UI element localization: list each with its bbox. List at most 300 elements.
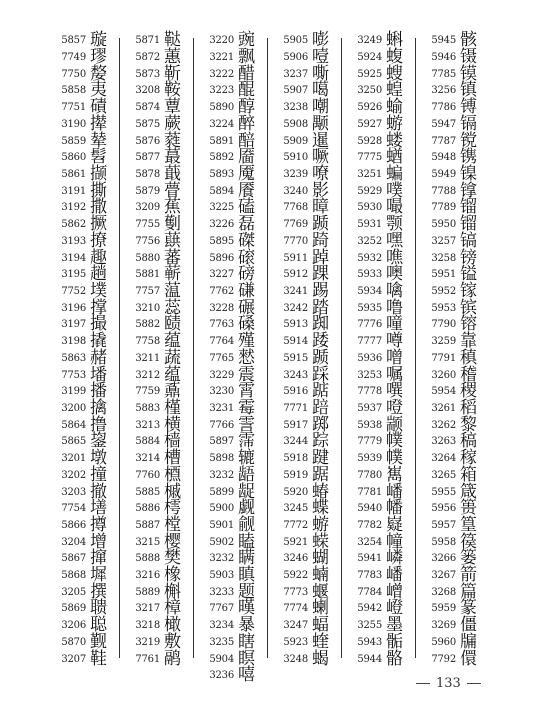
entry-character: 骺	[386, 631, 403, 652]
entry-number: 5857	[61, 35, 86, 47]
entry-number: 5862	[61, 219, 86, 231]
entry-character: 樘	[164, 514, 181, 535]
entry-character: 蝼	[386, 130, 403, 151]
entry-number: 3265	[431, 469, 456, 481]
entry-character: 镊	[460, 47, 477, 68]
entry-number: 3231	[209, 402, 234, 414]
entry-character: 蝮	[386, 47, 403, 68]
entry-number: 3199	[61, 386, 86, 398]
entry-character: 醇	[238, 97, 255, 118]
entry-number: 3266	[431, 553, 456, 565]
entry-character: 鞍	[164, 80, 181, 101]
entry-character: 镎	[460, 180, 477, 201]
entry-number: 7786	[431, 102, 456, 114]
entry-character: 嶓	[386, 565, 403, 586]
entry-column	[274, 30, 336, 670]
entry-character: 殣	[238, 331, 255, 352]
entry-character: 嶝	[386, 598, 403, 619]
entry-number: 5950	[431, 219, 456, 231]
entry-character: 镐	[460, 230, 477, 251]
entry-number: 5953	[431, 302, 456, 314]
entry-character: 趟	[90, 264, 107, 285]
entry-character: 幡	[386, 498, 403, 519]
entry-character: 蔬	[164, 347, 181, 368]
entry-number: 5890	[209, 102, 234, 114]
entry-number: 7783	[357, 570, 382, 582]
entry-character: 瞌	[238, 531, 255, 552]
entry-number: 3234	[209, 620, 234, 632]
column-divider	[341, 38, 342, 658]
entry-character: 噇	[386, 314, 403, 335]
entry-character: 僵	[460, 615, 477, 636]
entry-character: 醉	[238, 113, 255, 134]
entry-number: 3228	[209, 302, 234, 314]
entry-character: 蕺	[164, 164, 181, 185]
entry-number: 5876	[135, 135, 160, 147]
entry-number: 5921	[283, 536, 308, 548]
entry-number: 5914	[283, 336, 308, 348]
entry-number: 7768	[283, 202, 308, 214]
entry-character: 蕈	[164, 97, 181, 118]
entry-number: 5922	[283, 570, 308, 582]
entry-character: 篆	[460, 598, 477, 619]
entry-character: 槱	[164, 464, 181, 485]
entry-character: 嘲	[312, 97, 329, 118]
page-number: 133	[436, 676, 461, 691]
entry-character: 踺	[312, 448, 329, 469]
entry-number: 7791	[431, 352, 456, 364]
entry-number: 5930	[357, 202, 382, 214]
entry-character: 牖	[460, 631, 477, 652]
entry-character: 撷	[90, 164, 107, 185]
entry-number: 3222	[209, 68, 234, 80]
entry-number: 7784	[357, 586, 382, 598]
entry-character: 蝠	[312, 615, 329, 636]
entry-character: 鹝	[164, 648, 181, 669]
entry-number: 3194	[61, 252, 86, 264]
entry-number: 3217	[135, 603, 160, 615]
entry-number: 5906	[283, 52, 308, 64]
entry-column	[348, 30, 410, 670]
entry-number: 5901	[209, 519, 234, 531]
entry-number: 5860	[61, 152, 86, 164]
entry-character: 暵	[238, 598, 255, 619]
entry-character: 蕴	[164, 364, 181, 385]
entry-number: 5941	[357, 553, 382, 565]
entry-character: 儇	[460, 648, 477, 669]
entry-character: 嫠	[90, 63, 107, 84]
entry-character: 撑	[90, 297, 107, 318]
entry-number: 5958	[431, 536, 456, 548]
entry-number: 3190	[61, 118, 86, 130]
entry-number: 3218	[135, 620, 160, 632]
entry-character: 蝲	[312, 598, 329, 619]
entry-character: 嘱	[386, 364, 403, 385]
entry-number: 5946	[431, 52, 456, 64]
entry-character: 蝗	[386, 80, 403, 101]
entry-number: 3261	[431, 402, 456, 414]
entry-number: 3239	[283, 169, 308, 181]
entry-number: 3258	[431, 252, 456, 264]
entry-character: 篌	[460, 531, 477, 552]
entry-number: 3243	[283, 369, 308, 381]
entry-number: 3263	[431, 436, 456, 448]
entry-number: 5888	[135, 553, 160, 565]
entry-character: 餍	[238, 180, 255, 201]
entry-number: 7766	[209, 419, 234, 431]
entry-character: 噗	[386, 180, 403, 201]
entry-character: 撰	[90, 581, 107, 602]
entry-character: 鋆	[90, 431, 107, 452]
entry-number: 3201	[61, 453, 86, 465]
page-footer	[410, 676, 487, 691]
entry-number: 5923	[283, 636, 308, 648]
entry-number: 7773	[283, 586, 308, 598]
entry-character: 踢	[312, 280, 329, 301]
entry-number: 7760	[135, 469, 160, 481]
entry-character: 噔	[386, 397, 403, 418]
entry-number: 3232	[209, 469, 234, 481]
entry-character: 暴	[238, 615, 255, 636]
entry-character: 擒	[90, 397, 107, 418]
entry-character: 蝓	[386, 97, 403, 118]
entry-number: 5885	[135, 486, 160, 498]
entry-character: 蝽	[312, 481, 329, 502]
entry-number: 3219	[135, 636, 160, 648]
entry-number: 5931	[357, 219, 382, 231]
entry-number: 3262	[431, 419, 456, 431]
entry-character: 镏	[460, 197, 477, 218]
entry-number: 7754	[61, 503, 86, 515]
entry-character: 镑	[460, 247, 477, 268]
entry-number: 3260	[431, 369, 456, 381]
entry-character: 噍	[386, 247, 403, 268]
char-entry	[422, 648, 484, 670]
entry-number: 3249	[357, 35, 382, 47]
entry-character: 魇	[238, 164, 255, 185]
entry-number: 3226	[209, 219, 234, 231]
entry-character: 墣	[90, 280, 107, 301]
entry-character: 镔	[460, 297, 477, 318]
entry-number: 5872	[135, 52, 160, 64]
entry-character: 震	[238, 364, 255, 385]
entry-number: 7755	[135, 219, 160, 231]
entry-character: 噎	[312, 47, 329, 68]
entry-character: 蕰	[164, 280, 181, 301]
entry-number: 3240	[283, 185, 308, 197]
entry-character: 踦	[312, 230, 329, 251]
entry-number: 5935	[357, 302, 382, 314]
entry-character: 踬	[312, 347, 329, 368]
entry-character: 幢	[386, 531, 403, 552]
entry-number: 3209	[135, 202, 160, 214]
entry-number: 7778	[357, 386, 382, 398]
entry-character: 嘭	[312, 30, 329, 51]
entry-character: 撮	[90, 314, 107, 335]
entry-number: 7776	[357, 319, 382, 331]
entry-number: 7770	[283, 235, 308, 247]
entry-character: 撸	[90, 414, 107, 435]
entry-number: 7792	[431, 653, 456, 665]
entry-number: 3251	[357, 169, 382, 181]
entry-character: 橄	[164, 615, 181, 636]
entry-number: 5924	[357, 52, 382, 64]
entry-character: 蕞	[164, 147, 181, 168]
entry-character: 璆	[90, 47, 107, 68]
entry-character: 踩	[312, 364, 329, 385]
entry-number: 3202	[61, 469, 86, 481]
entry-number: 5861	[61, 169, 86, 181]
entry-character: 赜	[164, 314, 181, 335]
entry-number: 3238	[283, 102, 308, 114]
entry-number: 3205	[61, 586, 86, 598]
entry-number: 5886	[135, 503, 160, 515]
entry-character: 蕻	[164, 230, 181, 251]
entry-number: 5932	[357, 252, 382, 264]
entry-number: 7752	[61, 285, 86, 297]
entry-number: 5863	[61, 352, 86, 364]
entry-number: 3197	[61, 319, 86, 331]
entry-number: 5925	[357, 68, 382, 80]
entry-number: 3229	[209, 369, 234, 381]
entry-character: 辘	[238, 448, 255, 469]
entry-column	[126, 30, 188, 670]
entry-character: 樟	[164, 598, 181, 619]
entry-character: 篑	[460, 498, 477, 519]
entry-character: 踔	[312, 247, 329, 268]
entry-character: 镈	[460, 97, 477, 118]
entry-character: 幞	[386, 448, 403, 469]
entry-character: 蝻	[312, 565, 329, 586]
char-entry	[274, 648, 336, 670]
entry-number: 7753	[61, 369, 86, 381]
entry-number: 3208	[135, 85, 160, 97]
entry-column	[422, 30, 484, 670]
entry-number: 5951	[431, 269, 456, 281]
entry-character: 觎	[238, 514, 255, 535]
entry-number: 7785	[431, 68, 456, 80]
char-entry	[126, 648, 188, 670]
char-entry	[52, 648, 114, 670]
entry-character: 螋	[386, 63, 403, 84]
entry-character: 踪	[312, 431, 329, 452]
entry-character: 瞑	[238, 648, 255, 669]
entry-number: 3269	[431, 620, 456, 632]
entry-character: 噂	[386, 331, 403, 352]
entry-character: 墀	[90, 565, 107, 586]
entry-number: 5871	[135, 35, 160, 47]
entry-number: 5891	[209, 135, 234, 147]
entry-character: 噘	[312, 147, 329, 168]
entry-number: 5889	[135, 586, 160, 598]
entry-number: 3212	[135, 369, 160, 381]
entry-number: 5916	[283, 386, 308, 398]
entry-character: 蝾	[312, 531, 329, 552]
entry-number: 3220	[209, 35, 234, 47]
entry-character: 踯	[312, 414, 329, 435]
entry-character: 踝	[312, 264, 329, 285]
entry-number: 5936	[357, 352, 382, 364]
entry-character: 磅	[238, 264, 255, 285]
entry-number: 7775	[357, 152, 382, 164]
entry-number: 5892	[209, 152, 234, 164]
entry-number: 3236	[209, 670, 234, 682]
entry-character: 璇	[90, 30, 107, 51]
entry-number: 3245	[283, 503, 308, 515]
entry-number: 5873	[135, 68, 160, 80]
entry-character: 赭	[90, 347, 107, 368]
entry-character: 蕃	[164, 247, 181, 268]
entry-number: 3223	[209, 85, 234, 97]
entry-column	[52, 30, 114, 670]
entry-number: 3259	[431, 336, 456, 348]
entry-number: 5875	[135, 118, 160, 130]
entry-character: 嶷	[386, 514, 403, 535]
entry-character: 瞎	[238, 631, 255, 652]
entry-character: 磕	[238, 197, 255, 218]
entry-number: 5883	[135, 402, 160, 414]
entry-character: 箱	[460, 464, 477, 485]
entry-character: 霅	[238, 414, 255, 435]
entry-number: 7759	[135, 386, 160, 398]
entry-number: 5858	[61, 85, 86, 97]
entry-number: 7762	[209, 285, 234, 297]
entry-number: 3248	[283, 653, 308, 665]
entry-character: 稻	[460, 397, 477, 418]
entry-character: 播	[90, 381, 107, 402]
entry-number: 5939	[357, 453, 382, 465]
entry-character: 槽	[164, 448, 181, 469]
entry-number: 7774	[283, 603, 308, 615]
entry-number: 7757	[135, 285, 160, 297]
entry-number: 3204	[61, 536, 86, 548]
char-entry	[348, 648, 410, 670]
entry-character: 蝣	[312, 514, 329, 535]
entry-number: 5896	[209, 252, 234, 264]
entry-character: 鞑	[164, 30, 181, 51]
entry-character: 蕤	[164, 130, 181, 151]
entry-number: 3200	[61, 402, 86, 414]
footer-dash-left	[416, 683, 430, 684]
entry-character: 觑	[238, 498, 255, 519]
entry-number: 7769	[283, 219, 308, 231]
entry-character: 嶒	[386, 581, 403, 602]
entry-character: 踮	[312, 381, 329, 402]
entry-number: 5893	[209, 169, 234, 181]
entry-number: 5869	[61, 603, 86, 615]
entry-number: 3264	[431, 453, 456, 465]
entry-character: 墨	[386, 615, 403, 636]
entry-number: 5903	[209, 570, 234, 582]
entry-character: 噜	[386, 297, 403, 318]
entry-number: 5940	[357, 503, 382, 515]
entry-number: 5882	[135, 319, 160, 331]
entry-number: 5881	[135, 269, 160, 281]
entry-character: 醅	[238, 130, 255, 151]
entry-number: 5954	[431, 386, 456, 398]
entry-character: 骼	[386, 648, 403, 669]
entry-number: 5879	[135, 185, 160, 197]
entry-number: 5909	[283, 135, 308, 147]
entry-number: 5937	[357, 402, 382, 414]
entry-number: 3255	[357, 620, 382, 632]
entry-number: 5870	[61, 636, 86, 648]
entry-character: 增	[90, 531, 107, 552]
entry-character: 嘻	[238, 665, 255, 686]
entry-character: 醋	[238, 63, 255, 84]
entry-number: 5959	[431, 603, 456, 615]
entry-character: 蝣	[386, 113, 403, 134]
entry-character: 靥	[238, 147, 255, 168]
entry-number: 7787	[431, 135, 456, 147]
entry-number: 7771	[283, 402, 308, 414]
entry-number: 5878	[135, 169, 160, 181]
entry-number: 7756	[135, 235, 160, 247]
entry-number: 7764	[209, 336, 234, 348]
entry-character: 稹	[460, 347, 477, 368]
entry-character: 磉	[238, 314, 255, 335]
entry-character: 霄	[238, 381, 255, 402]
entry-character: 撙	[90, 514, 107, 535]
entry-number: 7749	[61, 52, 86, 64]
entry-number: 3210	[135, 302, 160, 314]
entry-character: 蕊	[164, 297, 181, 318]
entry-character: 槭	[164, 481, 181, 502]
entry-number: 7789	[431, 202, 456, 214]
entry-number: 5947	[431, 118, 456, 130]
entry-character: 黎	[460, 414, 477, 435]
entry-character: 撒	[90, 197, 107, 218]
entry-number: 3191	[61, 185, 86, 197]
entry-number: 3256	[431, 85, 456, 97]
entry-character: 嘹	[312, 164, 329, 185]
entry-character: 撞	[90, 464, 107, 485]
entry-character: 鞋	[90, 648, 107, 669]
entry-number: 3253	[357, 369, 382, 381]
entry-character: 瞢	[164, 180, 181, 201]
entry-number: 5955	[431, 486, 456, 498]
entry-number: 5902	[209, 536, 234, 548]
entry-character: 嘿	[386, 230, 403, 251]
entry-character: 镍	[460, 164, 477, 185]
entry-character: 颚	[386, 214, 403, 235]
entry-number: 5913	[283, 319, 308, 331]
entry-number: 5960	[431, 636, 456, 648]
entry-number: 3241	[283, 285, 308, 297]
entry-number: 5918	[283, 453, 308, 465]
column-divider	[193, 38, 194, 658]
entry-character: 嶓	[386, 481, 403, 502]
entry-character: 噀	[386, 381, 403, 402]
entry-character: 篓	[460, 548, 477, 569]
entry-character: 聪	[90, 615, 107, 636]
entry-character: 暹	[312, 130, 329, 151]
entry-character: 撬	[90, 331, 107, 352]
entry-character: 蝘	[312, 581, 329, 602]
entry-number: 7779	[357, 436, 382, 448]
entry-character: 横	[164, 414, 181, 435]
entry-number: 5884	[135, 436, 160, 448]
entry-number: 5904	[209, 653, 234, 665]
entry-number: 5952	[431, 285, 456, 297]
entry-character: 稿	[460, 431, 477, 452]
entry-number: 5887	[135, 519, 160, 531]
entry-number: 3235	[209, 636, 234, 648]
column-divider	[267, 38, 268, 658]
entry-character: 镇	[460, 80, 477, 101]
entry-number: 7750	[61, 68, 86, 80]
entry-number: 3254	[357, 536, 382, 548]
